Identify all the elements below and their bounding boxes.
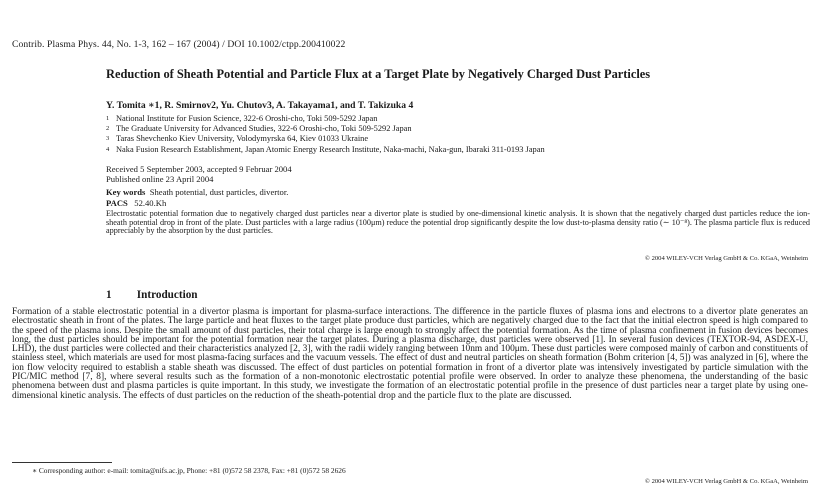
author-list: Y. Tomita ∗1, R. Smirnov2, Yu. Chutov3, A. Takayama1, and T. Takizuka 4 (106, 100, 414, 111)
keywords-block (106, 187, 288, 210)
keywords-label: Key words (106, 187, 146, 197)
affiliation-number: 2 (106, 125, 110, 133)
affiliation-number: 3 (106, 135, 110, 143)
pacs-label: PACS (106, 198, 128, 209)
paper-title: Reduction of Sheath Potential and Particle Flux at a Target Plate by Negatively Charged Dust Particles (106, 67, 651, 81)
affiliation-item (106, 124, 812, 134)
affiliation-text: Naka Fusion Research Establishment, Japan Atomic Energy Research Institute, Naka-machi, Naka-gun, Ibaraki 311-0193 Japan (116, 144, 545, 154)
journal-citation: Contrib. Plasma Phys. 44, No. 1-3, 162 – 167 (2004) / DOI 10.1002/ctpp.200410022 (12, 39, 346, 50)
section-title: Introduction (136, 289, 198, 301)
submission-dates (106, 164, 292, 184)
affiliation-number: 4 (106, 145, 110, 153)
pacs-value: 52.40.Kh (134, 198, 167, 209)
keywords-value: Sheath potential, dust particles, divertor. (149, 187, 289, 197)
footnote-divider (12, 462, 112, 463)
abstract-text: Electrostatic potential formation due to negatively charged dust particles near a divertor plate is studied by one-dimensional kinetic analysis. It is shown that the negatively charged dust particles reduce the ion-sheath potential drop in front of the plate. Dust particles with a large radius (100μm) reduce the potential drop significantly despite the low dust-to-plasma density ratio (∼ 10⁻⁸). The plasma particle flux is reduced appreciably by the absorption by the dust particles. (106, 209, 810, 236)
received-date: Received 5 September 2003, accepted 9 Februar 2004 (106, 164, 292, 174)
published-date: Published online 23 April 2004 (106, 174, 214, 185)
section-heading (106, 289, 198, 301)
affiliation-number: 1 (106, 115, 110, 122)
copyright-notice: © 2004 WILEY-VCH Verlag GmbH & Co. KGaA, Weinheim (644, 255, 808, 262)
keywords-line (106, 187, 288, 198)
copyright-footer: © 2004 WILEY-VCH Verlag GmbH & Co. KGaA, Weinheim (644, 478, 808, 485)
affiliation-text: The Graduate University for Advanced Studies, 322-6 Oroshi-cho, Toki 509-5292 Japan (116, 124, 412, 134)
affiliation-item (106, 134, 812, 144)
affiliation-text: National Institute for Fusion Science, 322-6 Oroshi-cho, Toki 509-5292 Japan (116, 114, 378, 123)
affiliation-item (106, 114, 812, 124)
affiliation-item (106, 145, 812, 155)
introduction-paragraph: Formation of a stable electrostatic potential in a divertor plasma is important for plasma-surface interactions. The difference in the particle fluxes of plasma ions and electrons to a divertor plate generates an electrostatic sheath in front of the plates. The large particle and heat fluxes to the target plate produce dust particles, which are negatively charged due to the fact that the initial electron speed is high compared to the speed of the plasma ions. Despite the small amount of dust particles, their total charge is large enough to strongly affect the potential formation. As the time of plasma confinement in fusion devices becomes long, the dust particles should be important for the potential formation near the target plates. During a plasma discharge, dust particles were observed [1]. In several fusion devices (TEXTOR-94, ASDEX-U, LHD), the dust particles were collected and their characteristics analyzed [2, 3], with the radii widely ranging between 10nm and 100μm. These dust particles were composed mainly of carbon and constituents of stainless steel, which materials are used for most plasma-facing surfaces and the vacuum vessels. The effect of dust and neutral particles on sheath formation (Bohm criterion [4, 5]) was analyzed in [6], where the ion flow velocity required to establish a stable sheath was discussed. The effect of dust particles on potential formation in front of a divertor plate was intensively investigated by particle simulation with the PIC/MIC method [7, 8], where several results such as the formation of a non-monotonic electrostatic potential profile were observed. In order to analyze these phenomena, the understanding of the basic phenomena between dust and plasma particles is quite important. In this study, we investigate the formation of an electrostatic potential profile in the presence of dust particles near a target plate by using one-dimensional kinetic analysis. The effects of dust particles on the reduction of the sheath-potential drop and the particle flux to the plate are discussed. (12, 307, 808, 401)
section-number: 1 (106, 289, 112, 301)
corresponding-author-footnote: ∗ Corresponding author: e-mail: tomita@nifs.ac.jp, Phone: +81 (0)572 58 2378, Fax: +81 (0)572 58 2626 (32, 466, 346, 475)
affiliation-text: Taras Shevchenko Kiev University, Volodymyrska 64, Kiev 01033 Ukraine (116, 134, 369, 144)
affiliation-list (106, 114, 812, 155)
